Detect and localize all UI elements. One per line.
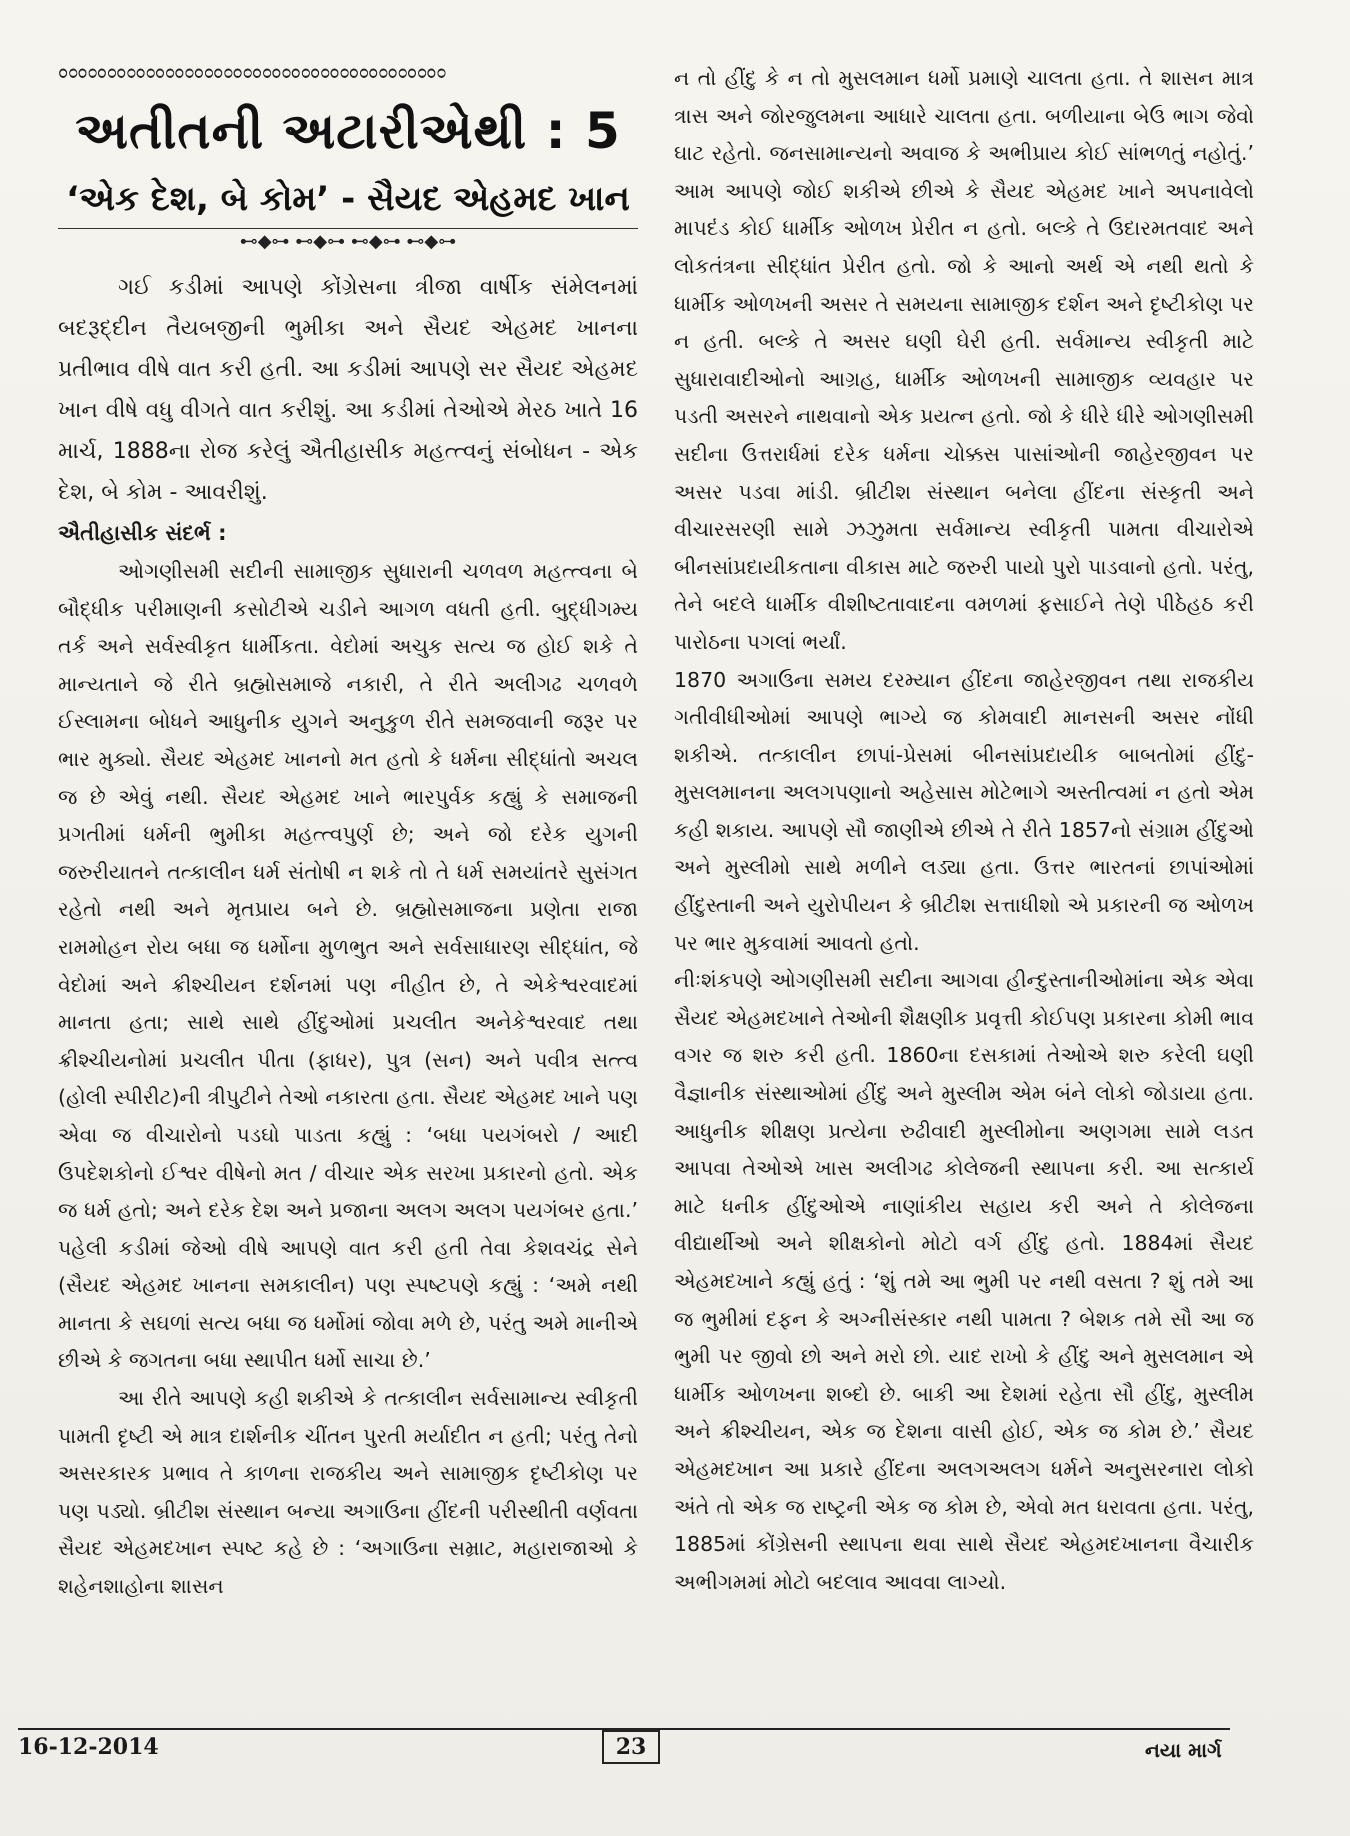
body-paragraph-4: 1870 અગાઉના સમય દરમ્યાન હીંદના જાહેરજીવન તથા રાજકીય ગતીવીધીઓમાં આપણે ભાગ્યે જ કોમવાદી માનસની અસર નોંધી શકીએ. તત્કાલીન છાપાં-પ્રેસમાં બીનસાંપ્રદાયીક બાબતોમાં હીંદુ-મુસલમાનના અલગપણાનો અહેસાસ મોટેભાગે અસ્તીત્વમાં ન હતો એમ કહી શકાય. આપણે સૌ જાણીએ છીએ તે રીતે 1857નો સંગ્રામ હીંદુઓ અને મુસ્લીમો સાથે મળીને લડ્યા હતા. ઉત્તર ભારતનાં છાપાંઓમાં હીંદુસ્તાની અને યુરોપીયન કે બ્રીટીશ સત્તાધીશો એ પ્રકારની જ ઓળખ પર ભાર મુકવામાં આવતો હતો. [674,667,1254,955]
divider-ornament: ⊷◆⊶ ⊷◆⊶ ⊷◆⊶ ⊷◆⊶ [239,231,457,252]
title-divider [58,228,638,255]
intro-paragraph: ગઈ કડીમાં આપણે કોંગ્રેસના ત્રીજા વાર્ષીક સંમેલનમાં બદરૂદ્દીન તૈયબજીની ભુમીકા અને સૈયદ એહમદ ખાનના પ્રતીભાવ વીષે વાત કરી હતી. આ કડીમાં આપણે સર સૈયદ એહમદ ખાન વીષે વધુ વીગતે વાત કરીશું. આ કડીમાં તેઓએ મેરઠ ખાતે 16 માર્ચ, 1888ના રોજ કરેલું ઐતીહાસીક મહત્ત્વનું સંબોધન - એક દેશ, બે કોમ - આવરીશું. [58,275,638,505]
page-number: 23 [602,1730,660,1764]
body-paragraph-1: ઓગણીસમી સદીની સામાજીક સુધારાની ચળવળ મહત્ત્વના બે બૌદ્ધીક પરીમાણની કસોટીએ ચડીને આગળ વધતી હતી. બુદ્ધીગમ્ય તર્ક અને સર્વસ્વીકૃત ધાર્મીકતા. વેદોમાં અચુક સત્ય જ હોઈ શકે તે માન્યતાને જે રીતે બ્રહ્મોસમાજે નકારી, તે રીતે અલીગઢ ચળવળે ઈસ્લામના બોધને આધુનીક યુગને અનુકુળ રીતે સમજવાની જરૂર પર ભાર મુક્યો. સૈયદ એહમદ ખાનનો મત હતો કે ધર્મના સીદ્ધાંતો અચલ જ છે એવું નથી. સૈયદ એહમદ ખાને ભારપુર્વક કહ્યું કે સમાજની પ્રગતીમાં ધર્મની ભુમીકા મહત્ત્વપુર્ણ છે; અને જો દરેક યુગની જરુરીયાતને તત્કાલીન ધર્મ સંતોષી ન શકે તો તે ધર્મ સમયાંતરે સુસંગત રહેતો નથી અને મૃતપ્રાય બને છે. બ્રહ્મોસમાજના પ્રણેતા રાજા રામમોહન રોય બધા જ ધર્મોના મુળભુત અને સર્વસાધારણ સીદ્ધાંત, જે વેદોમાં અને ક્રીશ્ચીયન દર્શનમાં પણ નીહીત છે, તે એકેશ્વરવાદમાં માનતા હતા; સાથે સાથે હીંદુઓમાં પ્રચલીત અનેકેશ્વરવાદ તથા ક્રીશ્ચીયનોમાં પ્રચલીત પીતા (ફાધર), પુત્ર (સન) અને પવીત્ર સત્ત્વ (હોલી સ્પીરીટ)ની ત્રીપુટીને તેઓ નકારતા હતા. સૈયદ એહમદ ખાને પણ એવા જ વીચારોનો પડઘો પાડતા કહ્યું : ‘બધા પયગંબરો / આદી ઉપદેશકોનો ઈશ્વર વીષેનો મત / વીચાર એક સરખા પ્રકારનો હતો. એક જ ધર્મ હતો; અને દરેક દેશ અને પ્રજાના અલગ અલગ પયગંબર હતા.’ પહેલી કડીમાં જેઓ વીષે આપણે વાત કરી હતી તેવા કેશવચંદ્ર સેને (સૈયદ એહમદ ખાનના સમકાલીન) પણ સ્પષ્ટપણે કહ્યું : ‘અમે નથી માનતા કે સઘળાં સત્ય બધા જ ધર્મોમાં જોવા મળે છે, પરંતુ અમે માનીએ છીએ કે જગતના બધા સ્થાપીત ધર્મો સાચા છે.’ [58,559,638,1373]
article-subtitle: ‘એક દેશ, બે કોમ’ - સૈયદ એહમદ ખાન [66,179,630,219]
body-paragraph-5: નીઃશંકપણે ઓગણીસમી સદીના આગવા હીન્દુસ્તાનીઓમાંના એક એવા સૈયદ એહમદખાને તેઓની શૈક્ષણીક પ્રવૃત્તી કોઈપણ પ્રકારના કોમી ભાવ વગર જ શરુ કરી હતી. 1860ના દસકામાં તેઓએ શરુ કરેલી ઘણી વૈજ્ઞાનીક સંસ્થાઓમાં હીંદુ અને મુસ્લીમ એમ બંને લોકો જોડાયા હતા. આધુનીક શીક્ષણ પ્રત્યેના રુઢીવાદી મુસ્લીમોના અણગમા સામે લડત આપવા તેઓએ ખાસ અલીગઢ કોલેજની સ્થાપના કરી. આ સત્કાર્ય માટે ધનીક હીંદુઓએ નાણાંકીય સહાય કરી અને તે કોલેજના વીદ્યાર્થીઓ અને શીક્ષકોનો મોટો વર્ગ હીંદુ હતો. 1884માં સૈયદ એહમદખાને કહ્યું હતું : ‘શું તમે આ ભુમી પર નથી વસતા ? શું તમે આ જ ભુમીમાં દફન કે અગ્નીસંસ્કાર નથી પામતા ? બેશક તમે સૌ આ જ ભુમી પર જીવો છો અને મરો છો. યાદ રાખો કે હીંદુ અને મુસલમાન એ ધાર્મીક ઓળખના શબ્દો છે. બાકી આ દેશમાં રહેતા સૌ હીંદુ, મુસ્લીમ અને ક્રીશ્ચીયન, એક જ દેશના વાસી હોઈ, એક જ કોમ છે.’ સૈયદ એહમદખાન આ પ્રકારે હીંદના અલગઅલગ ધર્મને અનુસરનારા લોકો અંતે તો એક જ રાષ્ટ્રની એક જ કોમ છે, એવો મત ધરાવતા હતા. પરંતુ, 1885માં કોંગ્રેસની સ્થાપના થવા સાથે સૈયદ એહમદખાનના વૈચારીક અભીગમમાં મોટો બદલાવ આવવા લાગ્યો. [674,968,1254,1594]
header-ornament: ೲೲೲೲೲೲೲೲೲೲೲೲೲೲೲೲೲೲೲೲ [58,55,446,85]
section-heading: ઐતીહાસીક સંદર્ભ : [58,521,227,545]
magazine-name: નયા માર્ગ [1145,1738,1222,1762]
article-title: અતીતની અટારીએથી : 5 [75,102,621,160]
issue-date: 16-12-2014 [18,1734,159,1760]
body-paragraph-2: આ રીતે આપણે કહી શકીએ કે તત્કાલીન સર્વસામાન્ય સ્વીકૃતી પામતી દૃષ્ટી એ માત્ર દાર્શનીક ચીંતન પુરતી મર્યાદીત ન હતી; પરંતુ તેનો અસરકારક પ્રભાવ તે કાળના રાજકીય અને સામાજીક દૃષ્ટીકોણ પર પણ પડ્યો. બ્રીટીશ સંસ્થાન બન્યા અગાઉના હીંદની પરીસ્થીતી વર્ણવતા સૈયદ એહમદખાન સ્પષ્ટ કહે છે : ‘અગાઉના સમ્રાટ, મહારાજાઓ કે શહેનશાહોના શાસન [58,1386,638,1599]
right-column [674,60,1254,1601]
body-paragraph-3: ન તો હીંદુ કે ન તો મુસલમાન ધર્મો પ્રમાણે ચાલતા હતા. તે શાસન માત્ર ત્રાસ અને જોરજુલમના આધારે ચાલતા હતા. બળીયાના બેઉ ભાગ જેવો ઘાટ રહેતો. જનસામાન્યનો અવાજ કે અભીપ્રાય કોઈ સાંભળતું નહોતું.’ આમ આપણે જોઈ શકીએ છીએ કે સૈયદ એહમદ ખાને અપનાવેલો માપદંડ કોઈ ધાર્મીક ઓળખ પ્રેરીત ન હતો. બલ્કે તે ઉદારમતવાદ અને લોકતંત્રના સીદ્ધાંત પ્રેરીત હતો. જો કે આનો અર્થ એ નથી થતો કે ધાર્મીક ઓળખની અસર તે સમયના સામાજીક દર્શન અને દૃષ્ટીકોણ પર ન હતી. બલ્કે તે અસર ઘણી ઘેરી હતી. સર્વમાન્ય સ્વીકૃતી માટે સુધારાવાદીઓનો આગ્રહ, ધાર્મીક ઓળખની સામાજીક વ્યવહાર પર પડતી અસરને નાથવાનો એક પ્રયત્ન હતો. જો કે ધીરે ધીરે ઓગણીસમી સદીના ઉત્તરાર્ધમાં દરેક ધર્મના ચોક્કસ પાસાંઓની જાહેરજીવન પર અસર પડવા માંડી. બ્રીટીશ સંસ્થાન બનેલા હીંદના સંસ્કૃતી અને વીચારસરણી સામે ઝઝુમતા સર્વમાન્ય સ્વીકૃતી પામતા વીચારોએ બીનસાંપ્રદાયીકતાના વીકાસ માટે જરુરી પાયો પુરો પાડવાનો હતો. પરંતુ, તેને બદલે ધાર્મીક વીશીષ્ટતાવાદના વમળમાં ફસાઈને તેણે પીઠેહઠ કરી પારોઠના પગલાં ભર્યાં. [674,66,1254,654]
left-column [58,50,638,1606]
